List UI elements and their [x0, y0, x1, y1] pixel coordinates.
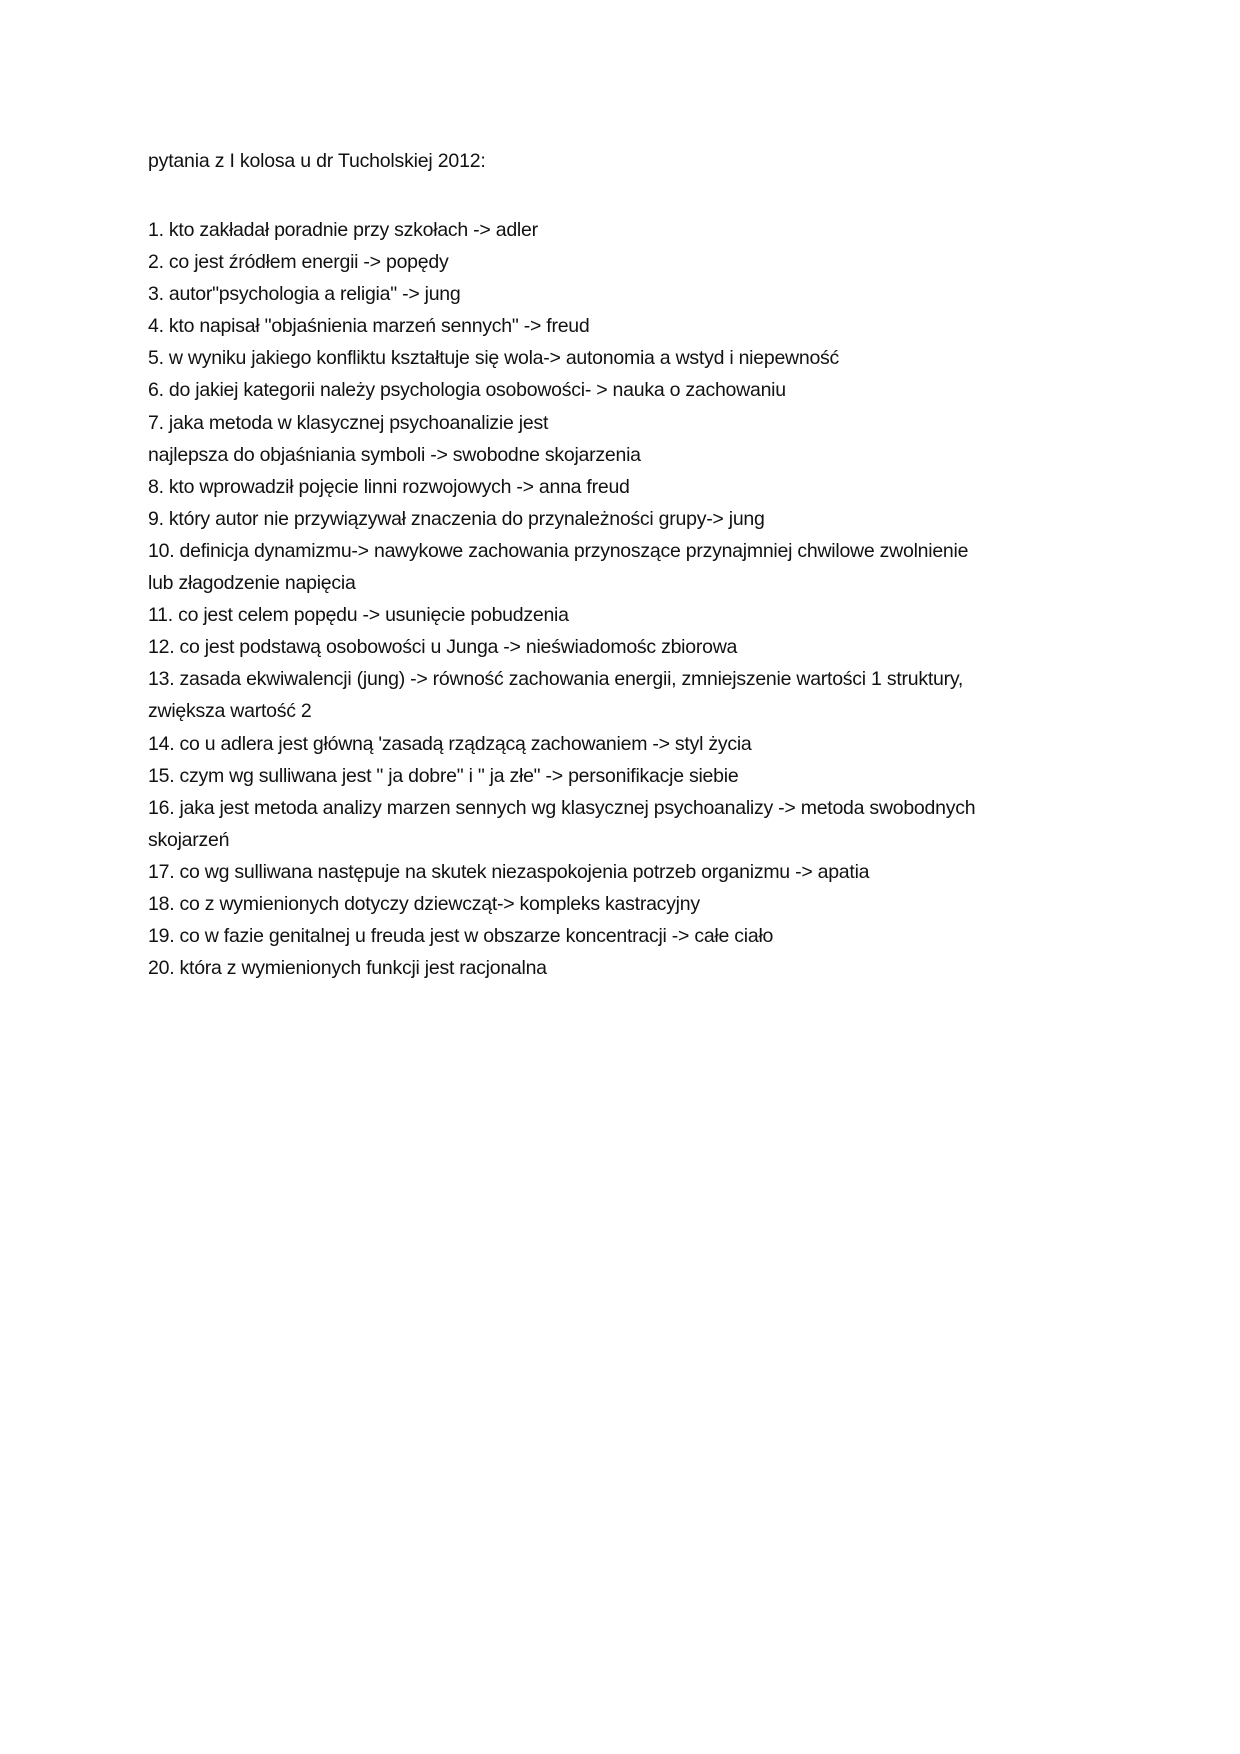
- question-continuation-line: skojarzeń: [148, 828, 230, 851]
- question-continuation-line: zwiększa wartość 2: [148, 700, 312, 723]
- question-line: 7. jaka metoda w klasycznej psychoanalizie jest: [148, 411, 549, 434]
- question-line: 3. autor"psychologia a religia" -> jung: [148, 283, 461, 306]
- question-line: 20. która z wymienionych funkcji jest racjonalna: [148, 957, 547, 980]
- question-line: 2. co jest źródłem energii -> popędy: [148, 251, 449, 274]
- question-line: 16. jaka jest metoda analizy marzen sennych wg klasycznej psychoanalizy -> metoda swobodnych: [148, 796, 976, 819]
- question-line: 18. co z wymienionych dotyczy dziewcząt-> kompleks kastracyjny: [148, 892, 700, 915]
- question-line: 4. kto napisał "objaśnienia marzeń sennych" -> freud: [148, 315, 590, 338]
- question-line: 8. kto wprowadził pojęcie linni rozwojowych -> anna freud: [148, 475, 630, 498]
- question-list: [148, 214, 1088, 984]
- question-line: 19. co w fazie genitalnej u freuda jest w obszarze koncentracji -> całe ciało: [148, 925, 774, 948]
- question-line: 10. definicja dynamizmu-> nawykowe zachowania przynoszące przynajmniej chwilowe zwolnienie: [148, 539, 969, 562]
- question-line: 5. w wyniku jakiego konfliktu kształtuje się wola-> autonomia a wstyd i niepewność: [148, 347, 840, 370]
- question-line: 6. do jakiej kategorii należy psychologia osobowości- > nauka o zachowaniu: [148, 379, 786, 402]
- question-line: 14. co u adlera jest główną 'zasadą rządzącą zachowaniem -> styl życia: [148, 732, 752, 755]
- document-title: pytania z I kolosa u dr Tucholskiej 2012:: [148, 150, 486, 172]
- question-continuation-line: lub złagodzenie napięcia: [148, 572, 356, 595]
- question-line: 13. zasada ekwiwalencji (jung) -> równość zachowania energii, zmniejszenie wartości 1 struktury,: [148, 668, 964, 691]
- question-line: 15. czym wg sulliwana jest " ja dobre" i " ja złe" -> personifikacje siebie: [148, 764, 739, 787]
- question-line: 17. co wg sulliwana następuje na skutek niezaspokojenia potrzeb organizmu -> apatia: [148, 860, 870, 883]
- question-line: 12. co jest podstawą osobowości u Junga -> nieświadomośc zbiorowa: [148, 636, 738, 659]
- question-line: najlepsza do objaśniania symboli -> swobodne skojarzenia: [148, 443, 641, 466]
- question-line: 1. kto zakładał poradnie przy szkołach -> adler: [148, 219, 538, 241]
- question-line: 11. co jest celem popędu -> usunięcie pobudzenia: [148, 604, 569, 627]
- question-line: 9. który autor nie przywiązywał znaczenia do przynależności grupy-> jung: [148, 507, 765, 530]
